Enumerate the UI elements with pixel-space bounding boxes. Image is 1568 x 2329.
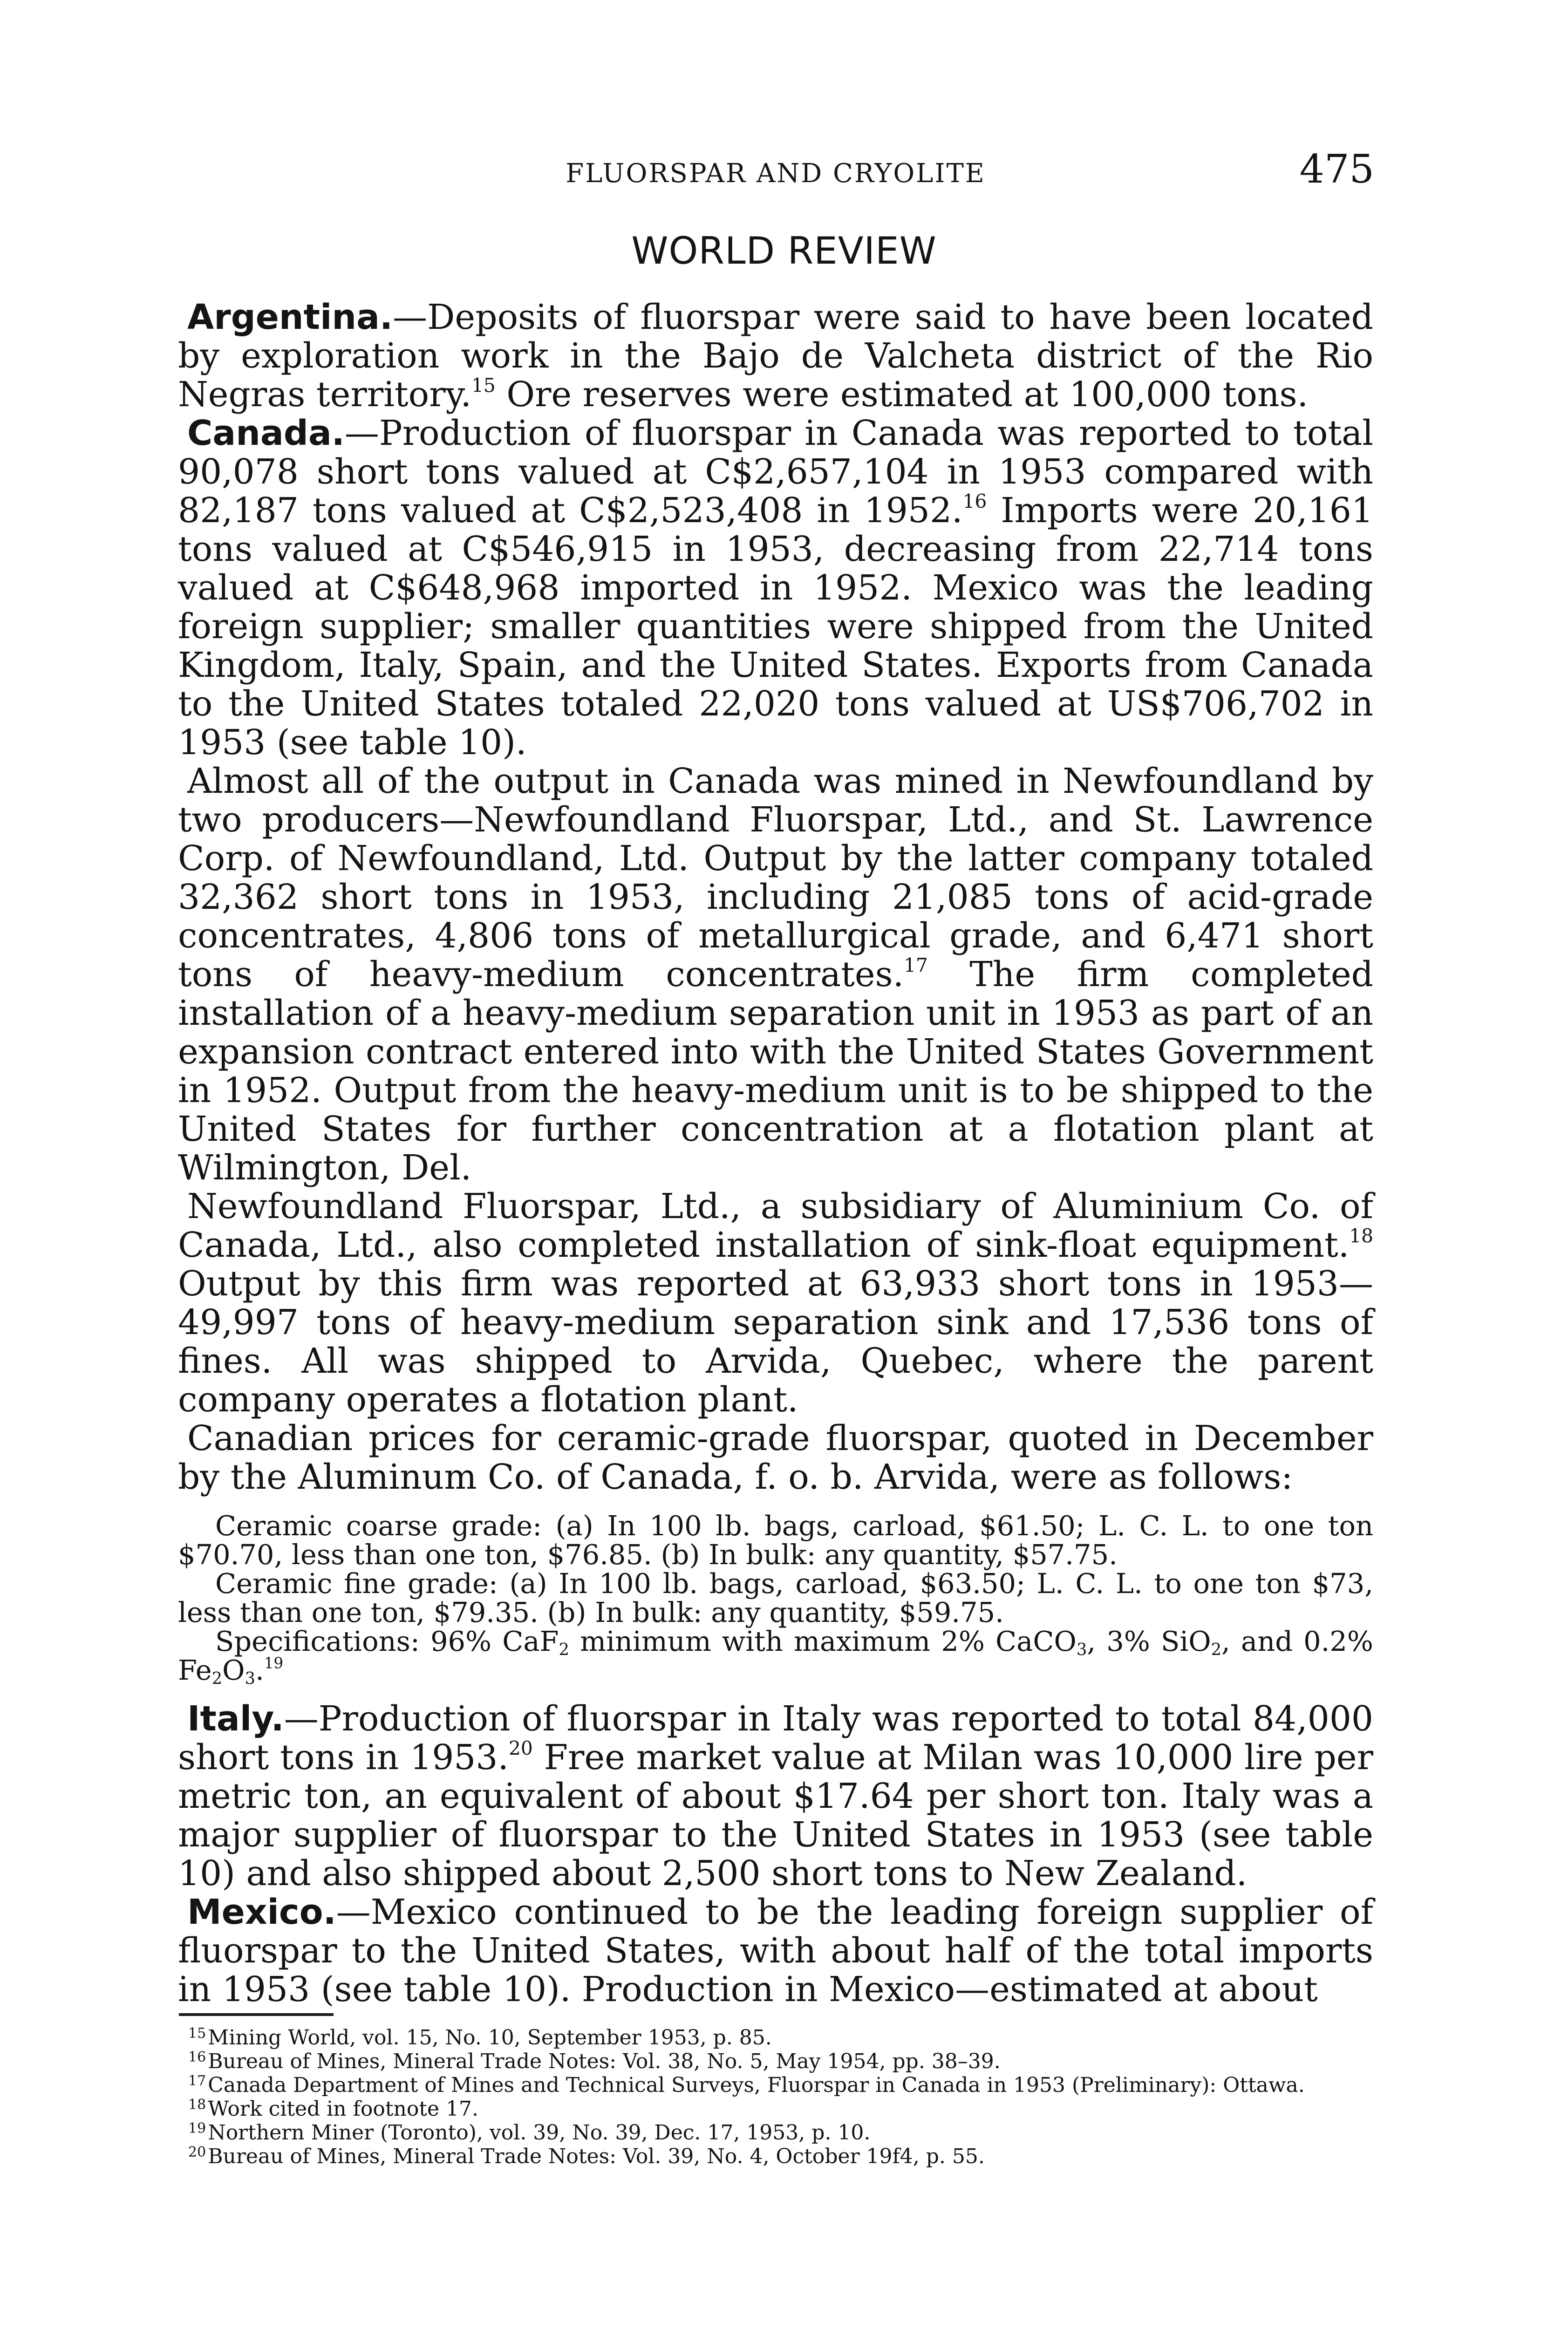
country-heading-argentina: Argentina. bbox=[187, 297, 393, 337]
price-coarse-grade: Ceramic coarse grade: (a) In 100 lb. bags, carload, $61.50; L. C. L. to one ton $70.70, less than one ton, $76.85. (b) In bulk: any quantity, $57.75. bbox=[178, 1510, 1373, 1571]
paragraph-text: Output by this firm was reported at 63,933 short tons in 1953—49,997 tons of heavy-medium separation sink and 17,536 tons of fines. All was shipped to Arvida, Quebec, where the parent company operates a flotation plant. bbox=[178, 1264, 1373, 1420]
footnote-text: Mining World, vol. 15, No. 10, September 1953, p. 85. bbox=[208, 2026, 772, 2050]
footnote-reference: 18 bbox=[1349, 1225, 1373, 1247]
footnote-text: Bureau of Mines, Mineral Trade Notes: Vol. 38, No. 5, May 1954, pp. 38–39. bbox=[208, 2050, 1001, 2073]
footnote-number: 19 bbox=[188, 2120, 206, 2137]
paragraph-canadian-prices: Canadian prices for ceramic-grade fluorspar, quoted in December by the Aluminum Co. of Canada, f. o. b. Arvida, were as follows: bbox=[178, 1418, 1373, 1497]
paragraph-canada-producers bbox=[178, 762, 1373, 1187]
footnote-text: Bureau of Mines, Mineral Trade Notes: Vol. 39, No. 4, October 19f4, p. 55. bbox=[208, 2145, 985, 2168]
page-number: 475 bbox=[1299, 146, 1374, 192]
footnote-reference: 16 bbox=[962, 490, 987, 513]
price-quotation-block bbox=[178, 1510, 1373, 1688]
footnote-number: 18 bbox=[188, 2097, 206, 2113]
paragraph-text: —Production of fluorspar in Canada was reported to total 90,078 short tons valued at C$2,657,104 in 1953 compared with 82,187 tons valued at C$2,523,408 in 1952. bbox=[178, 413, 1373, 531]
footnote-text: Canada Department of Mines and Technical Surveys, Fluorspar in Canada in 1953 (Preliminary): Ottawa. bbox=[208, 2073, 1305, 2097]
paragraph-argentina bbox=[178, 298, 1373, 414]
paragraph-text: Free market value at Milan was 10,000 lire per metric ton, an equivalent of about $17.64 per short ton. Italy was a major supplier of fluorspar to the United States in 1953 (see table 10) and also shipped about 2,500 short tons to New Zealand. bbox=[178, 1737, 1373, 1893]
paragraph-italy bbox=[178, 1700, 1373, 1893]
running-header bbox=[177, 148, 1374, 190]
footnote-text: Northern Miner (Toronto), vol. 39, No. 39, Dec. 17, 1953, p. 10. bbox=[208, 2121, 871, 2145]
country-heading-mexico: Mexico. bbox=[187, 1892, 336, 1932]
footnote-divider bbox=[179, 2013, 334, 2016]
country-heading-canada: Canada. bbox=[187, 413, 345, 453]
footnote-number: 16 bbox=[188, 2049, 206, 2065]
footnote-reference: 20 bbox=[508, 1737, 533, 1760]
footnote-reference: 17 bbox=[904, 954, 928, 977]
paragraph-text: Ore reserves were estimated at 100,000 tons. bbox=[495, 375, 1309, 415]
footnotes bbox=[178, 2026, 1373, 2168]
paragraph-newfoundland-fluorspar bbox=[178, 1187, 1373, 1419]
paragraph-mexico bbox=[178, 1893, 1373, 2009]
running-title: FLUORSPAR AND CRYOLITE bbox=[566, 158, 986, 189]
paragraph-text: The firm completed installation of a heavy-medium separation unit in 1953 as part of an expansion contract entered into with the United States Government in 1952. Output from the heavy-medium unit is to be shipped to the United States for further concentration at a flotation plant at Wilmington, Del. bbox=[178, 954, 1373, 1188]
paragraph-canada bbox=[178, 414, 1373, 762]
country-heading-italy: Italy. bbox=[187, 1699, 284, 1739]
footnote bbox=[178, 2073, 1373, 2097]
footnote bbox=[178, 2121, 1373, 2145]
body-text bbox=[178, 298, 1373, 2009]
price-specifications: Specifications: 96% CaF$_2$ minimum with maximum 2% CaCO$_3$, 3% SiO$_2$, and 0.2% $Fe_2O_3.^{19}$ bbox=[178, 1625, 1373, 1688]
footnote-reference: 19 bbox=[264, 1654, 284, 1672]
footnote-number: 15 bbox=[188, 2025, 206, 2042]
price-fine-grade: Ceramic fine grade: (a) In 100 lb. bags, carload, $63.50; L. C. L. to one ton $73, less than one ton, $79.35. (b) In bulk: any quantity, $59.75. bbox=[178, 1567, 1373, 1628]
paragraph-text: —Mexico continued to be the leading foreign supplier of fluorspar to the United States, with about half of the total imports in 1953 (see table 10). Production in Mexico—estimated at about bbox=[178, 1892, 1373, 2009]
footnote-number: 20 bbox=[188, 2144, 206, 2160]
paragraph-text: —Production of fluorspar in Italy was reported to total 84,000 short tons in 1953. bbox=[178, 1699, 1373, 1777]
paragraph-text: Newfoundland Fluorspar, Ltd., a subsidiary of Aluminium Co. of Canada, Ltd., also completed installation of sink-float equipment. bbox=[178, 1186, 1373, 1265]
paragraph-text: —Deposits of fluorspar were said to have been located by exploration work in the Bajo de Valcheta district of the Rio Negras territory. bbox=[178, 297, 1373, 415]
footnote-number: 17 bbox=[188, 2073, 206, 2089]
footnote-reference: 15 bbox=[471, 374, 496, 397]
footnote-text: Work cited in footnote 17. bbox=[208, 2097, 479, 2121]
footnote bbox=[178, 2145, 1373, 2168]
footnote bbox=[178, 2097, 1373, 2121]
section-heading: WORLD REVIEW bbox=[631, 229, 937, 272]
footnote bbox=[178, 2050, 1373, 2073]
paragraph-text: Imports were 20,161 tons valued at C$546,915 in 1953, decreasing from 22,714 tons valued at C$648,968 imported in 1952. Mexico was the leading foreign supplier; smaller quantities were shipped from the United Kingdom, Italy, Spain, and the United States. Exports from Canada to the United States totaled 22,020 tons valued at US$706,702 in 1953 (see table 10). bbox=[178, 490, 1373, 763]
footnote bbox=[178, 2026, 1373, 2050]
paragraph-text: Almost all of the output in Canada was mined in Newfoundland by two producers—Newfoundland Fluorspar, Ltd., and St. Lawrence Corp. of Newfoundland, Ltd. Output by the latter company totaled 32,362 short tons in 1953, including 21,085 tons of acid-grade concentrates, 4,806 tons of metallurgical grade, and 6,471 short tons of heavy-medium concentrates. bbox=[178, 761, 1373, 994]
